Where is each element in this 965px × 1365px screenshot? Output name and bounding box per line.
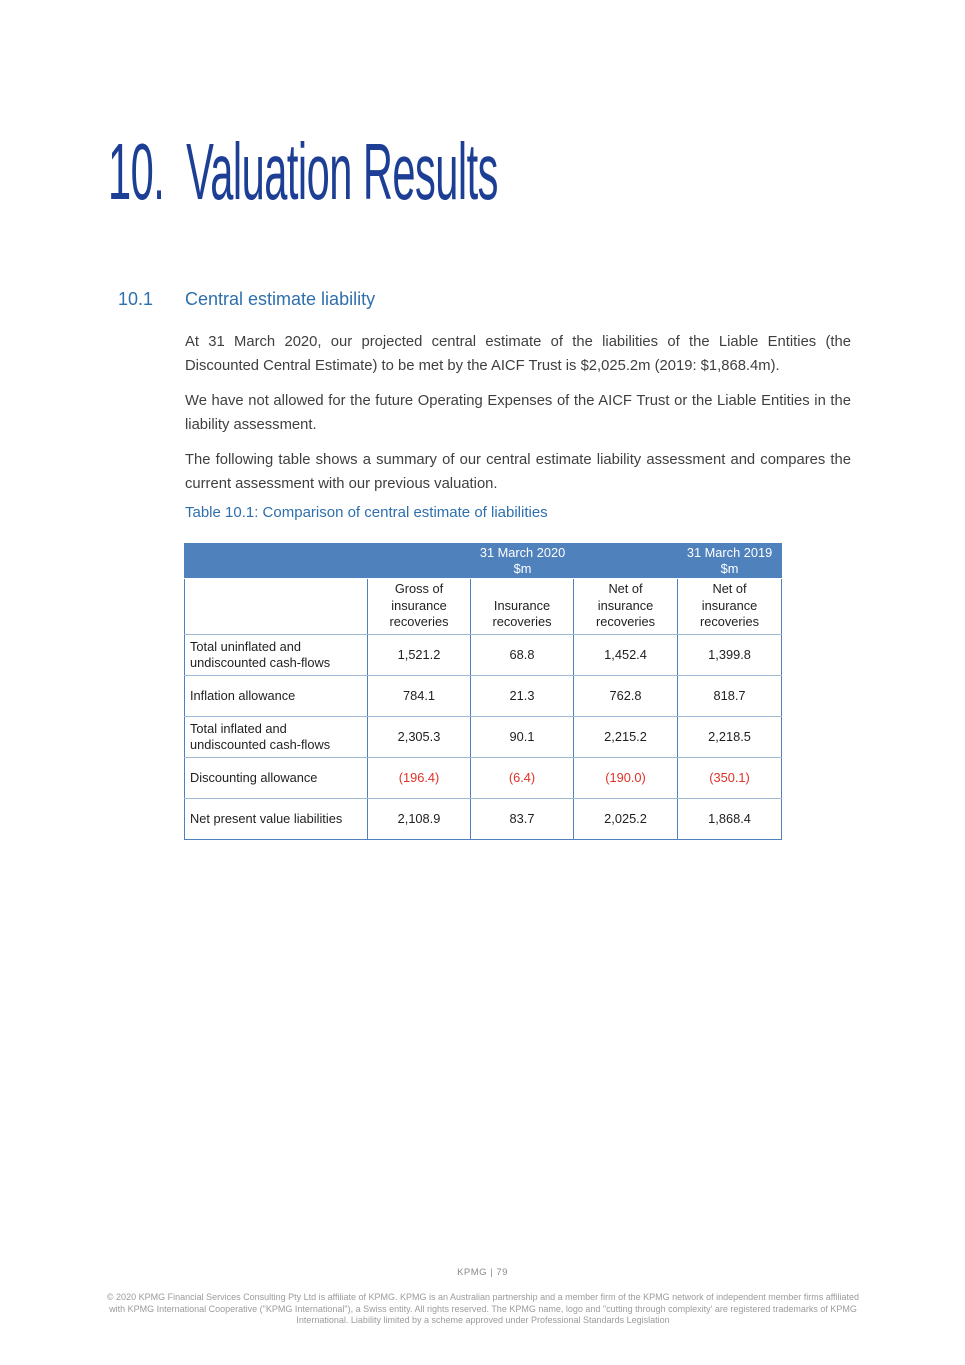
paragraph: We have not allowed for the future Operating Expenses of the AICF Trust or the Liable Entities in the liability assessment. (185, 393, 851, 433)
cell-value-negative: (190.0) (574, 757, 678, 798)
body-copy (185, 330, 851, 507)
period-2019-unit: $m (720, 561, 739, 576)
cell-value: 2,215.2 (574, 716, 678, 757)
cell-value: 2,108.9 (368, 798, 471, 839)
cell-value: 784.1 (368, 675, 471, 716)
column-header-net-2020: Net of insurance recoveries (574, 579, 678, 635)
chapter-title-text: Valuation Results (186, 127, 498, 216)
column-header-gross: Gross of insurance recoveries (368, 579, 471, 635)
period-2020-header (368, 544, 678, 579)
table-row (185, 716, 782, 757)
cell-value: 2,305.3 (368, 716, 471, 757)
cell-value: 21.3 (471, 675, 574, 716)
table-row (185, 798, 782, 839)
cell-value: 2,025.2 (574, 798, 678, 839)
cell-value: 1,399.8 (678, 634, 782, 675)
period-2020-label: 31 March 2020 (479, 545, 566, 560)
column-header-row (185, 579, 782, 635)
column-header-net-2019: Net of insurance recoveries (678, 579, 782, 635)
period-2019-header (678, 544, 782, 579)
page-number-label: KPMG | 79 (457, 1267, 508, 1278)
cell-value: 2,218.5 (678, 716, 782, 757)
cell-value: 83.7 (471, 798, 574, 839)
row-label: Total uninflated and undiscounted cash-flows (185, 634, 368, 675)
cell-value-negative: (6.4) (471, 757, 574, 798)
table-row (185, 675, 782, 716)
cell-value: 1,452.4 (574, 634, 678, 675)
section-heading-text: Central estimate liability (185, 289, 376, 309)
row-label: Discounting allowance (185, 757, 368, 798)
row-label: Inflation allowance (185, 675, 368, 716)
liabilities-table-wrapper (184, 543, 782, 840)
liabilities-table (184, 543, 782, 840)
period-2019-label: 31 March 2019 (686, 545, 773, 560)
table-caption: Table 10.1: Comparison of central estimate of liabilities (185, 504, 548, 521)
cell-value: 762.8 (574, 675, 678, 716)
cell-value-negative: (196.4) (368, 757, 471, 798)
empty-header-cell (185, 579, 368, 635)
table-row (185, 634, 782, 675)
cell-value: 1,868.4 (678, 798, 782, 839)
cell-value-negative: (350.1) (678, 757, 782, 798)
section-number: 10.1 (118, 289, 154, 309)
paragraph: At 31 March 2020, our projected central estimate of the liabilities of the Liable Entities (the Discounted Central Estimate) to be met by the AICF Trust is $2,025.2m (2019: $1,868.4m). (185, 334, 851, 374)
chapter-title (108, 127, 498, 216)
cell-value: 90.1 (471, 716, 574, 757)
paragraph: The following table shows a summary of our central estimate liability assessment and compares the current assessment with our previous valuation. (185, 452, 851, 492)
footer-disclaimer: © 2020 KPMG Financial Services Consulting Pty Ltd is affiliate of KPMG. KPMG is an Australian partnership and a member firm of the KPMG network of independent member firms affiliated with KPMG International Cooperative ("KPMG International"), a Swiss entity. All rights reserved. The KPMG name, logo and "cutting through complexity' are registered trademarks of KPMG International. Liability limited by a scheme approved under Professional Standards Legislation (106, 1292, 860, 1325)
table-row (185, 757, 782, 798)
row-label: Net present value liabilities (185, 798, 368, 839)
period-2020-unit: $m (513, 561, 532, 576)
cell-value: 1,521.2 (368, 634, 471, 675)
corner-cell (185, 544, 368, 579)
row-label: Total inflated and undiscounted cash-flows (185, 716, 368, 757)
cell-value: 818.7 (678, 675, 782, 716)
cell-value: 68.8 (471, 634, 574, 675)
column-header-insurance: Insurance recoveries (471, 579, 574, 635)
chapter-number: 10. (108, 127, 165, 216)
period-header-row (185, 544, 782, 579)
